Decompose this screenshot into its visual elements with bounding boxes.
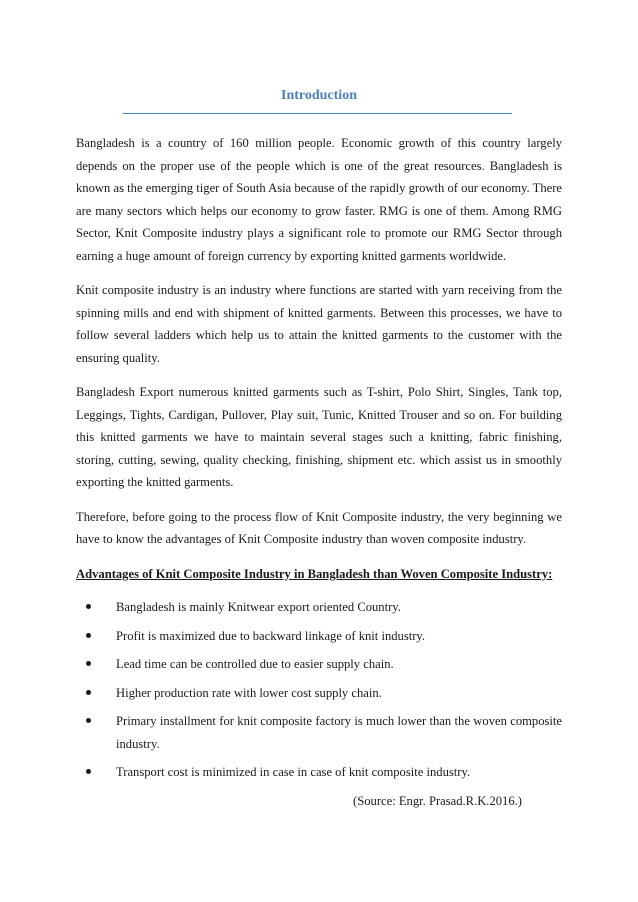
advantages-heading: Advantages of Knit Composite Industry in Bangladesh than Woven Composite Industry: [76, 566, 553, 581]
list-item [76, 653, 562, 676]
list-item-text: Bangladesh is mainly Knitwear export oriented Country. [116, 600, 401, 614]
bullet-icon [86, 769, 91, 774]
list-item [76, 596, 562, 619]
paragraph-intro: Bangladesh is a country of 160 million people. Economic growth of this country largely depends on the proper use of the people which is one of the great resources. Bangladesh is known as the emerging tiger of South Asia because of the rapidly growth of our economy. There are many sectors which helps our economy to grow faster. RMG is one of them. Among RMG Sector, Knit Composite industry plays a significant role to promote our RMG Sector through earning a huge amount of foreign currency by exporting knitted garments worldwide. [76, 136, 562, 263]
list-item [76, 710, 562, 755]
bullet-icon [86, 690, 91, 695]
source-citation: (Source: Engr. Prasad.R.K.2016.) [353, 793, 522, 808]
bullet-icon [86, 604, 91, 609]
list-item-text: Profit is maximized due to backward linkage of knit industry. [116, 628, 426, 643]
page-title: Introduction [281, 88, 357, 103]
list-item [76, 682, 562, 705]
bullet-icon [86, 633, 91, 638]
bullet-icon [86, 661, 91, 666]
list-item-text: Lead time can be controlled due to easier supply chain. [116, 657, 394, 671]
paragraph-process: Knit composite industry is an industry where functions are started with yarn receiving from the spinning mills and end with shipment of knitted garments. Between this processes, we have to follow several ladders which help us to attain the knitted garments to the customer with the ensuring quality. [76, 283, 562, 365]
list-item-text: Transport cost is minimized in case in case of knit composite industry. [116, 765, 471, 779]
list-item [76, 761, 562, 784]
advantages-list [76, 596, 562, 784]
list-item-text: Higher production rate with lower cost supply chain. [116, 685, 382, 700]
document-body [76, 132, 562, 812]
paragraph-transition: Therefore, before going to the process flow of Knit Composite industry, the very beginning we have to know the advantages of Knit Composite industry than woven composite industry. [76, 509, 562, 546]
list-item [76, 625, 562, 648]
paragraph-garments: Bangladesh Export numerous knitted garments such as T-shirt, Polo Shirt, Singles, Tank top, Leggings, Tights, Cardigan, Pullover, Play suit, Tunic, Knitted Trouser and so on. For building this knitted garments we have to maintain several stages such a knitting, fabric finishing, storing, cutting, sewing, quality checking, finishing, shipment etc. which assist us in smoothly exporting the knitted garments. [76, 385, 562, 489]
title-underline [123, 113, 512, 114]
bullet-icon [86, 718, 91, 723]
list-item-text: Primary installment for knit composite factory is much lower than the woven composite industry. [116, 714, 562, 751]
